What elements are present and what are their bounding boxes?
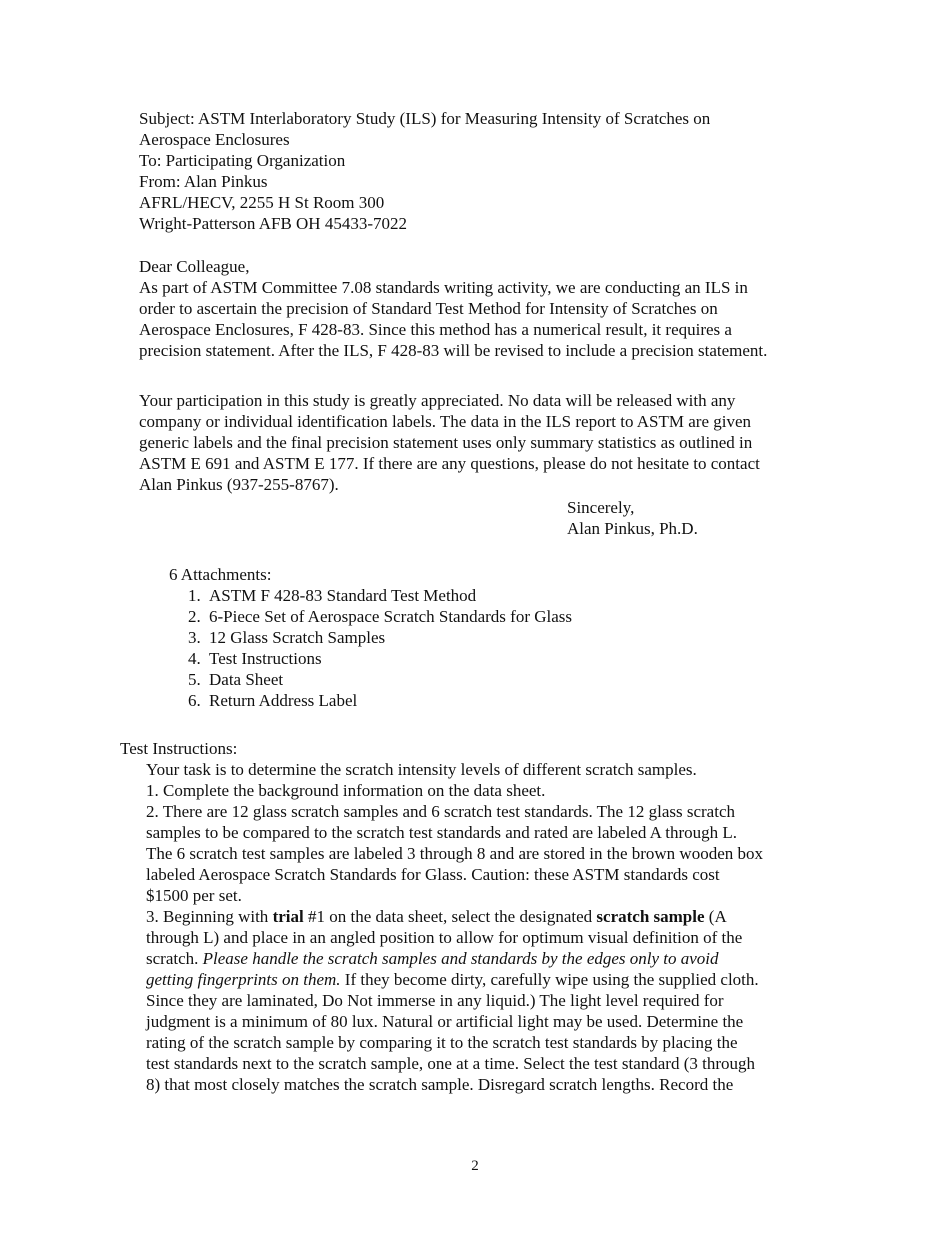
attachment-item: 1. ASTM F 428-83 Standard Test Method — [205, 585, 789, 606]
greeting: Dear Colleague, — [139, 257, 250, 276]
paragraph-line: order to ascertain the precision of Standard Test Method for Intensity of Scratches on — [139, 299, 718, 318]
closing: Sincerely, — [567, 498, 635, 517]
memo-header — [139, 108, 839, 234]
instructions-step-3-line: Since they are laminated, Do Not immerse in any liquid.) The light level required for — [146, 991, 724, 1010]
signoff — [567, 497, 827, 539]
instructions-step-2-line: The 6 scratch test samples are labeled 3 through 8 and are stored in the brown wooden box — [146, 844, 764, 863]
step-3-text: If they become dirty, carefully wipe using the supplied cloth. — [340, 970, 759, 989]
instructions-step-2-line: 2. There are 12 glass scratch samples and 6 scratch test standards. The 12 glass scratch — [146, 802, 735, 821]
step-3-italic: Please handle the scratch samples and standards by the edges only to avoid — [202, 949, 719, 968]
paragraph-line: precision statement. After the ILS, F 428-83 will be revised to include a precision statement. — [139, 341, 768, 360]
paragraph-line: ASTM E 691 and ASTM E 177. If there are any questions, please do not hesitate to contact — [139, 454, 760, 473]
paragraph-line: Alan Pinkus (937-255-8767). — [139, 475, 339, 494]
instructions-step-3-line — [146, 906, 836, 927]
paragraph-line: As part of ASTM Committee 7.08 standards writing activity, we are conducting an ILS in — [139, 278, 748, 297]
instructions-step-1: 1. Complete the background information on the data sheet. — [146, 781, 546, 800]
instructions-step-2-line: samples to be compared to the scratch test standards and rated are labeled A through L. — [146, 823, 738, 842]
test-instructions-body — [146, 759, 836, 1095]
paragraph-line: generic labels and the final precision statement uses only summary statistics as outlined in — [139, 433, 753, 452]
attachment-item: 4. Test Instructions — [205, 648, 789, 669]
test-instructions-title: Test Instructions: — [120, 739, 238, 758]
instructions-step-3-line: 8) that most closely matches the scratch sample. Disregard scratch lengths. Record the — [146, 1075, 734, 1094]
signature: Alan Pinkus, Ph.D. — [567, 519, 698, 538]
instructions-step-3-line — [146, 948, 836, 969]
instructions-step-2-line: labeled Aerospace Scratch Standards for Glass. Caution: these ASTM standards cost — [146, 865, 720, 884]
subject-line-continued: Aerospace Enclosures — [139, 130, 290, 149]
attachment-item: 5. Data Sheet — [205, 669, 789, 690]
subject-line: Subject: ASTM Interlaboratory Study (ILS) for Measuring Intensity of Scratches on — [139, 109, 711, 128]
instructions-step-2-line: $1500 per set. — [146, 886, 242, 905]
paragraph-1 — [139, 277, 849, 361]
paragraph-line: Aerospace Enclosures, F 428-83. Since this method has a numerical result, it requires a — [139, 320, 732, 339]
step-3-text: #1 on the data sheet, select the designated — [303, 907, 597, 926]
paragraph-line: Your participation in this study is greatly appreciated. No data will be released with any — [139, 391, 736, 410]
instructions-step-3-line — [146, 969, 836, 990]
step-3-text: (A — [704, 907, 727, 926]
paragraph-2 — [139, 390, 849, 495]
attachment-item: 2. 6-Piece Set of Aerospace Scratch Standards for Glass — [205, 606, 789, 627]
step-3-text: 3. Beginning with — [146, 907, 273, 926]
attachment-item: 6. Return Address Label — [205, 690, 789, 711]
instructions-step-3-line: test standards next to the scratch sample, one at a time. Select the test standard (3 through — [146, 1054, 755, 1073]
from-line: From: Alan Pinkus — [139, 172, 268, 191]
paragraph-line: company or individual identification labels. The data in the ILS report to ASTM are given — [139, 412, 752, 431]
attachment-item: 3. 12 Glass Scratch Samples — [205, 627, 789, 648]
instructions-step-3-line: judgment is a minimum of 80 lux. Natural or artificial light may be used. Determine the — [146, 1012, 744, 1031]
to-line: To: Participating Organization — [139, 151, 346, 170]
instructions-step-3-line: rating of the scratch sample by comparing it to the scratch test standards by placing the — [146, 1033, 738, 1052]
step-3-bold-scratch-sample: scratch sample — [596, 907, 705, 926]
address-line-2: Wright-Patterson AFB OH 45433-7022 — [139, 214, 407, 233]
step-3-italic: getting fingerprints on them. — [146, 970, 341, 989]
instructions-intro: Your task is to determine the scratch intensity levels of different scratch samples. — [146, 760, 697, 779]
page-number: 2 — [471, 1158, 479, 1174]
attachments-title: 6 Attachments: — [169, 565, 272, 584]
attachments-list — [169, 564, 789, 711]
step-3-bold-trial: trial — [272, 907, 304, 926]
address-line-1: AFRL/HECV, 2255 H St Room 300 — [139, 193, 385, 212]
instructions-step-3-line: through L) and place in an angled position to allow for optimum visual definition of the — [146, 928, 743, 947]
step-3-text: scratch. — [146, 949, 203, 968]
